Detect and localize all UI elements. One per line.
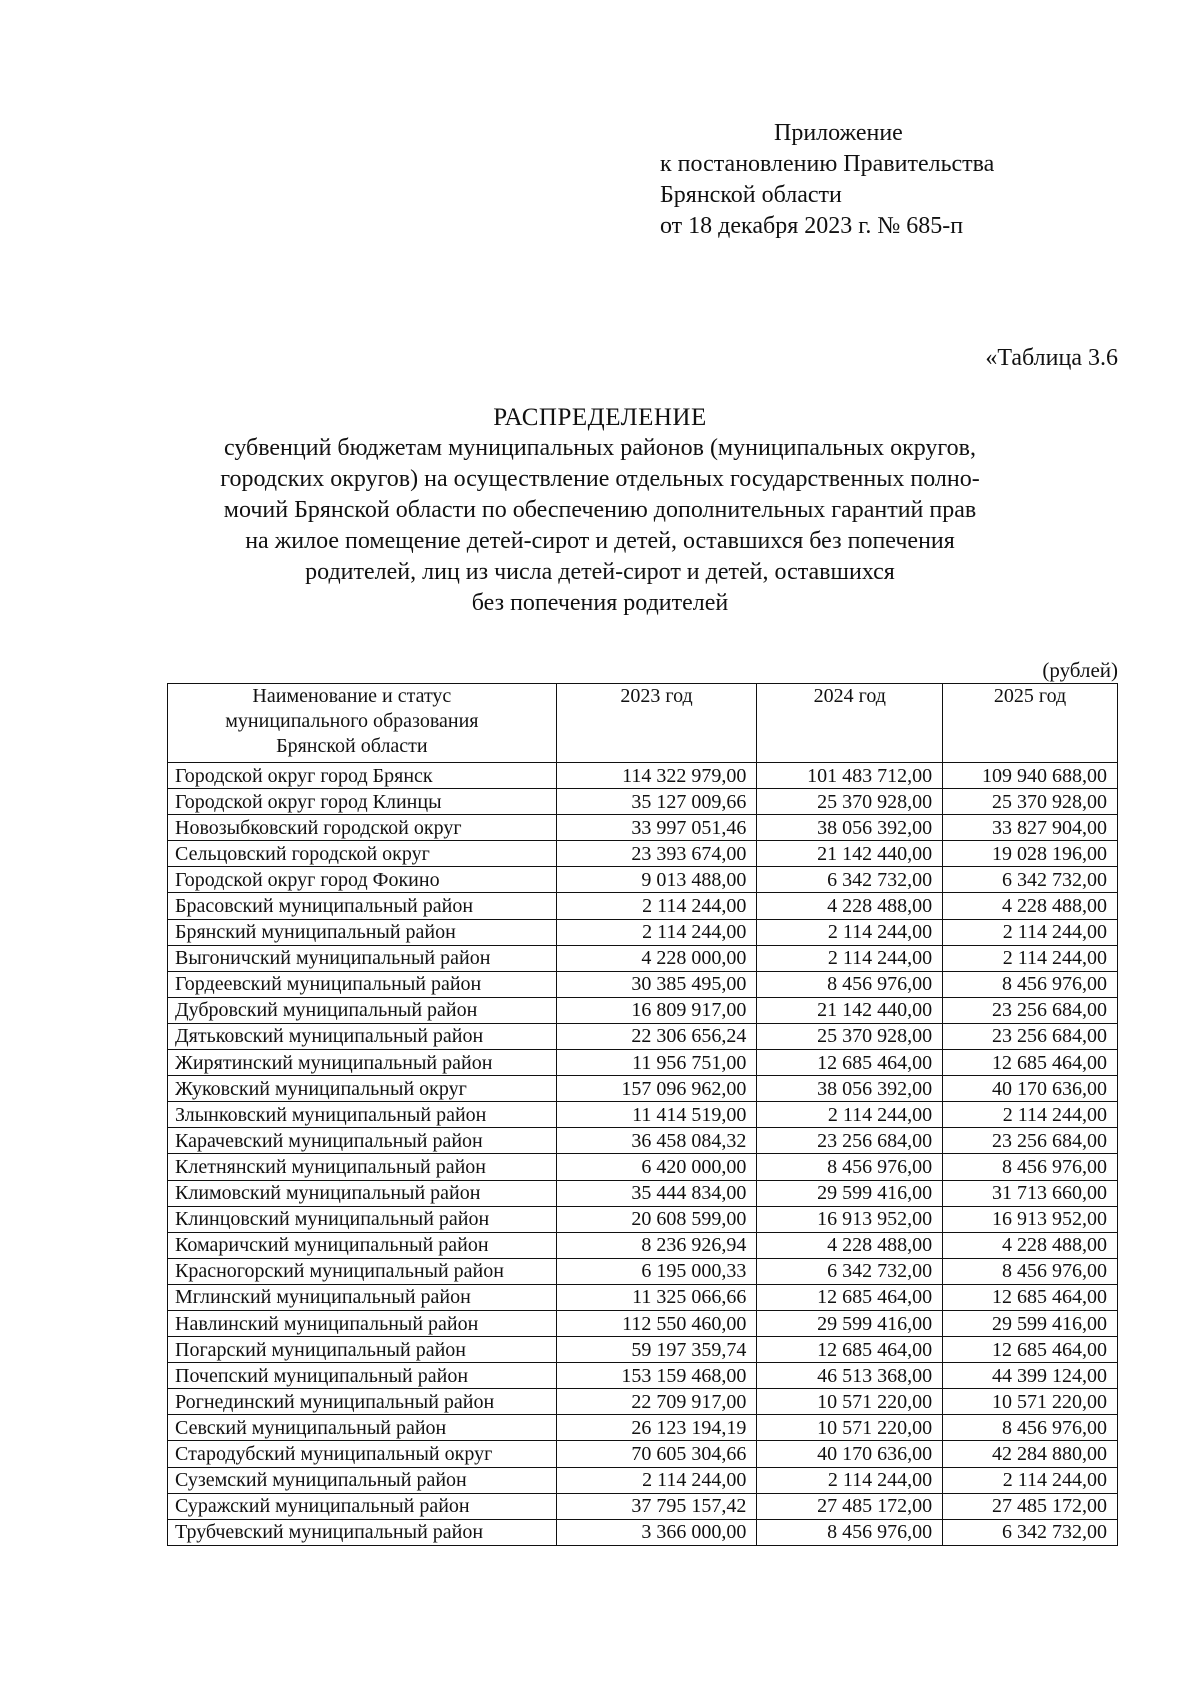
row-2024: 10 571 220,00 xyxy=(757,1415,943,1441)
table-label: «Таблица 3.6 xyxy=(985,345,1118,371)
table-row xyxy=(168,815,1118,841)
table-row xyxy=(168,1363,1118,1389)
row-2023: 8 236 926,94 xyxy=(556,1232,757,1258)
header-2025: 2025 год xyxy=(943,684,1118,763)
row-2023: 9 013 488,00 xyxy=(556,867,757,893)
row-2025: 40 170 636,00 xyxy=(943,1076,1118,1102)
row-name: Новозыбковский городской округ xyxy=(168,815,557,841)
row-2025: 23 256 684,00 xyxy=(943,1128,1118,1154)
row-2023: 70 605 304,66 xyxy=(556,1441,757,1467)
row-2023: 2 114 244,00 xyxy=(556,919,757,945)
row-2023: 114 322 979,00 xyxy=(556,763,757,789)
row-name: Жуковский муниципальный округ xyxy=(168,1076,557,1102)
row-name: Клинцовский муниципальный район xyxy=(168,1206,557,1232)
table-row xyxy=(168,867,1118,893)
row-2025: 2 114 244,00 xyxy=(943,1102,1118,1128)
row-2024: 10 571 220,00 xyxy=(757,1389,943,1415)
table-row xyxy=(168,1076,1118,1102)
row-2025: 4 228 488,00 xyxy=(943,1232,1118,1258)
row-name: Климовский муниципальный район xyxy=(168,1180,557,1206)
distribution-table xyxy=(167,683,1118,1546)
row-2025: 6 342 732,00 xyxy=(943,1519,1118,1545)
row-name: Комаричский муниципальный район xyxy=(168,1232,557,1258)
row-2024: 21 142 440,00 xyxy=(757,997,943,1023)
row-name: Выгоничский муниципальный район xyxy=(168,945,557,971)
row-2023: 3 366 000,00 xyxy=(556,1519,757,1545)
row-2024: 38 056 392,00 xyxy=(757,815,943,841)
row-2025: 27 485 172,00 xyxy=(943,1493,1118,1519)
row-2024: 6 342 732,00 xyxy=(757,1258,943,1284)
row-2025: 12 685 464,00 xyxy=(943,1284,1118,1310)
row-2025: 23 256 684,00 xyxy=(943,1023,1118,1049)
row-name: Жирятинский муниципальный район xyxy=(168,1050,557,1076)
row-2025: 8 456 976,00 xyxy=(943,1415,1118,1441)
heading-line: родителей, лиц из числа детей-сирот и детей, оставшихся xyxy=(305,559,895,585)
row-2024: 6 342 732,00 xyxy=(757,867,943,893)
row-2023: 36 458 084,32 xyxy=(556,1128,757,1154)
row-2025: 8 456 976,00 xyxy=(943,1154,1118,1180)
heading-line: мочий Брянской области по обеспечению дополнительных гарантий прав xyxy=(223,497,977,523)
table-row xyxy=(168,1337,1118,1363)
row-2023: 37 795 157,42 xyxy=(556,1493,757,1519)
heading-line: субвенций бюджетам муниципальных районов (муниципальных округов, xyxy=(223,435,977,461)
row-name: Рогнединский муниципальный район xyxy=(168,1389,557,1415)
row-2025: 44 399 124,00 xyxy=(943,1363,1118,1389)
row-name: Гордеевский муниципальный район xyxy=(168,971,557,997)
row-name: Брасовский муниципальный район xyxy=(168,893,557,919)
table-row xyxy=(168,1441,1118,1467)
row-2023: 22 709 917,00 xyxy=(556,1389,757,1415)
row-2024: 2 114 244,00 xyxy=(757,945,943,971)
table-row xyxy=(168,1050,1118,1076)
row-2023: 6 195 000,33 xyxy=(556,1258,757,1284)
row-2023: 20 608 599,00 xyxy=(556,1206,757,1232)
row-2025: 16 913 952,00 xyxy=(943,1206,1118,1232)
row-name: Погарский муниципальный район xyxy=(168,1337,557,1363)
row-name: Суражский муниципальный район xyxy=(168,1493,557,1519)
row-2024: 38 056 392,00 xyxy=(757,1076,943,1102)
row-name: Сельцовский городской округ xyxy=(168,841,557,867)
row-2024: 4 228 488,00 xyxy=(757,1232,943,1258)
row-name: Суземский муниципальный район xyxy=(168,1467,557,1493)
table-row xyxy=(168,997,1118,1023)
row-2024: 21 142 440,00 xyxy=(757,841,943,867)
row-2024: 8 456 976,00 xyxy=(757,1154,943,1180)
row-2025: 10 571 220,00 xyxy=(943,1389,1118,1415)
row-2025: 12 685 464,00 xyxy=(943,1050,1118,1076)
row-2023: 16 809 917,00 xyxy=(556,997,757,1023)
table-row xyxy=(168,841,1118,867)
row-2023: 153 159 468,00 xyxy=(556,1363,757,1389)
row-2024: 12 685 464,00 xyxy=(757,1050,943,1076)
row-2025: 109 940 688,00 xyxy=(943,763,1118,789)
row-2023: 23 393 674,00 xyxy=(556,841,757,867)
heading-line: городских округов) на осуществление отдельных государственных полно- xyxy=(220,466,980,492)
row-2023: 112 550 460,00 xyxy=(556,1310,757,1336)
document-heading xyxy=(150,402,1050,619)
row-2023: 2 114 244,00 xyxy=(556,893,757,919)
row-2023: 11 414 519,00 xyxy=(556,1102,757,1128)
units-label: (рублей) xyxy=(1042,658,1118,682)
row-2023: 11 956 751,00 xyxy=(556,1050,757,1076)
row-name: Карачевский муниципальный район xyxy=(168,1128,557,1154)
appendix-line: к постановлению Правительства xyxy=(660,151,995,177)
row-2024: 16 913 952,00 xyxy=(757,1206,943,1232)
table-row xyxy=(168,1232,1118,1258)
row-2023: 4 228 000,00 xyxy=(556,945,757,971)
appendix-block xyxy=(660,118,994,242)
row-2024: 12 685 464,00 xyxy=(757,1284,943,1310)
row-name: Злынковский муниципальный район xyxy=(168,1102,557,1128)
row-name: Стародубский муниципальный округ xyxy=(168,1441,557,1467)
table-row xyxy=(168,1389,1118,1415)
row-2024: 2 114 244,00 xyxy=(757,1102,943,1128)
table-row xyxy=(168,1519,1118,1545)
table-row xyxy=(168,971,1118,997)
row-2023: 30 385 495,00 xyxy=(556,971,757,997)
table-row xyxy=(168,1154,1118,1180)
row-2025: 31 713 660,00 xyxy=(943,1180,1118,1206)
table-row xyxy=(168,945,1118,971)
row-2023: 35 127 009,66 xyxy=(556,789,757,815)
row-2024: 4 228 488,00 xyxy=(757,893,943,919)
row-2024: 12 685 464,00 xyxy=(757,1337,943,1363)
row-name: Трубчевский муниципальный район xyxy=(168,1519,557,1545)
row-2024: 8 456 976,00 xyxy=(757,971,943,997)
row-name: Городской округ город Клинцы xyxy=(168,789,557,815)
row-name: Почепский муниципальный район xyxy=(168,1363,557,1389)
row-2024: 25 370 928,00 xyxy=(757,789,943,815)
row-name: Брянский муниципальный район xyxy=(168,919,557,945)
row-2025: 2 114 244,00 xyxy=(943,1467,1118,1493)
row-2024: 46 513 368,00 xyxy=(757,1363,943,1389)
heading-title: РАСПРЕДЕЛЕНИЕ xyxy=(493,404,707,431)
row-2025: 23 256 684,00 xyxy=(943,997,1118,1023)
table-row xyxy=(168,1258,1118,1284)
row-2023: 26 123 194,19 xyxy=(556,1415,757,1441)
row-2024: 2 114 244,00 xyxy=(757,919,943,945)
row-name: Навлинский муниципальный район xyxy=(168,1310,557,1336)
row-2023: 35 444 834,00 xyxy=(556,1180,757,1206)
table-row xyxy=(168,789,1118,815)
row-2025: 29 599 416,00 xyxy=(943,1310,1118,1336)
row-name: Мглинский муниципальный район xyxy=(168,1284,557,1310)
row-2024: 29 599 416,00 xyxy=(757,1180,943,1206)
row-name: Дятьковский муниципальный район xyxy=(168,1023,557,1049)
row-2025: 12 685 464,00 xyxy=(943,1337,1118,1363)
row-name: Клетнянский муниципальный район xyxy=(168,1154,557,1180)
table-row xyxy=(168,1284,1118,1310)
row-2025: 42 284 880,00 xyxy=(943,1441,1118,1467)
table-body xyxy=(168,763,1118,1546)
row-name: Городской округ город Брянск xyxy=(168,763,557,789)
table-row xyxy=(168,893,1118,919)
row-name: Красногорский муниципальный район xyxy=(168,1258,557,1284)
row-2024: 25 370 928,00 xyxy=(757,1023,943,1049)
table-header-row xyxy=(168,684,1118,763)
table-row xyxy=(168,1023,1118,1049)
row-2025: 19 028 196,00 xyxy=(943,841,1118,867)
row-2023: 22 306 656,24 xyxy=(556,1023,757,1049)
header-name: Наименование и статус муниципального образования Брянской области xyxy=(168,684,557,763)
table-row xyxy=(168,919,1118,945)
appendix-date-number: от 18 декабря 2023 г. № 685-п xyxy=(660,213,964,239)
table-row xyxy=(168,1128,1118,1154)
row-name: Дубровский муниципальный район xyxy=(168,997,557,1023)
row-2025: 4 228 488,00 xyxy=(943,893,1118,919)
table-row xyxy=(168,1467,1118,1493)
appendix-line: Брянской области xyxy=(660,182,842,208)
row-2024: 2 114 244,00 xyxy=(757,1467,943,1493)
heading-line: без попечения родителей xyxy=(471,590,729,616)
heading-line: на жилое помещение детей-сирот и детей, оставшихся без попечения xyxy=(245,528,955,554)
table-row xyxy=(168,1206,1118,1232)
row-2025: 2 114 244,00 xyxy=(943,945,1118,971)
row-2023: 59 197 359,74 xyxy=(556,1337,757,1363)
row-2023: 157 096 962,00 xyxy=(556,1076,757,1102)
row-2024: 101 483 712,00 xyxy=(757,763,943,789)
row-2023: 11 325 066,66 xyxy=(556,1284,757,1310)
row-2024: 27 485 172,00 xyxy=(757,1493,943,1519)
row-2025: 2 114 244,00 xyxy=(943,919,1118,945)
table-row xyxy=(168,1310,1118,1336)
table-row xyxy=(168,763,1118,789)
table-row xyxy=(168,1102,1118,1128)
header-2024: 2024 год xyxy=(757,684,943,763)
header-2023: 2023 год xyxy=(556,684,757,763)
row-2025: 6 342 732,00 xyxy=(943,867,1118,893)
row-2025: 25 370 928,00 xyxy=(943,789,1118,815)
row-2025: 33 827 904,00 xyxy=(943,815,1118,841)
row-2024: 8 456 976,00 xyxy=(757,1519,943,1545)
row-name: Севский муниципальный район xyxy=(168,1415,557,1441)
row-name: Городской округ город Фокино xyxy=(168,867,557,893)
row-2024: 23 256 684,00 xyxy=(757,1128,943,1154)
appendix-title: Приложение xyxy=(774,120,903,146)
table-row xyxy=(168,1415,1118,1441)
row-2025: 8 456 976,00 xyxy=(943,971,1118,997)
table-row xyxy=(168,1493,1118,1519)
row-2023: 2 114 244,00 xyxy=(556,1467,757,1493)
row-2024: 29 599 416,00 xyxy=(757,1310,943,1336)
row-2024: 40 170 636,00 xyxy=(757,1441,943,1467)
table-row xyxy=(168,1180,1118,1206)
row-2023: 33 997 051,46 xyxy=(556,815,757,841)
row-2023: 6 420 000,00 xyxy=(556,1154,757,1180)
row-2025: 8 456 976,00 xyxy=(943,1258,1118,1284)
